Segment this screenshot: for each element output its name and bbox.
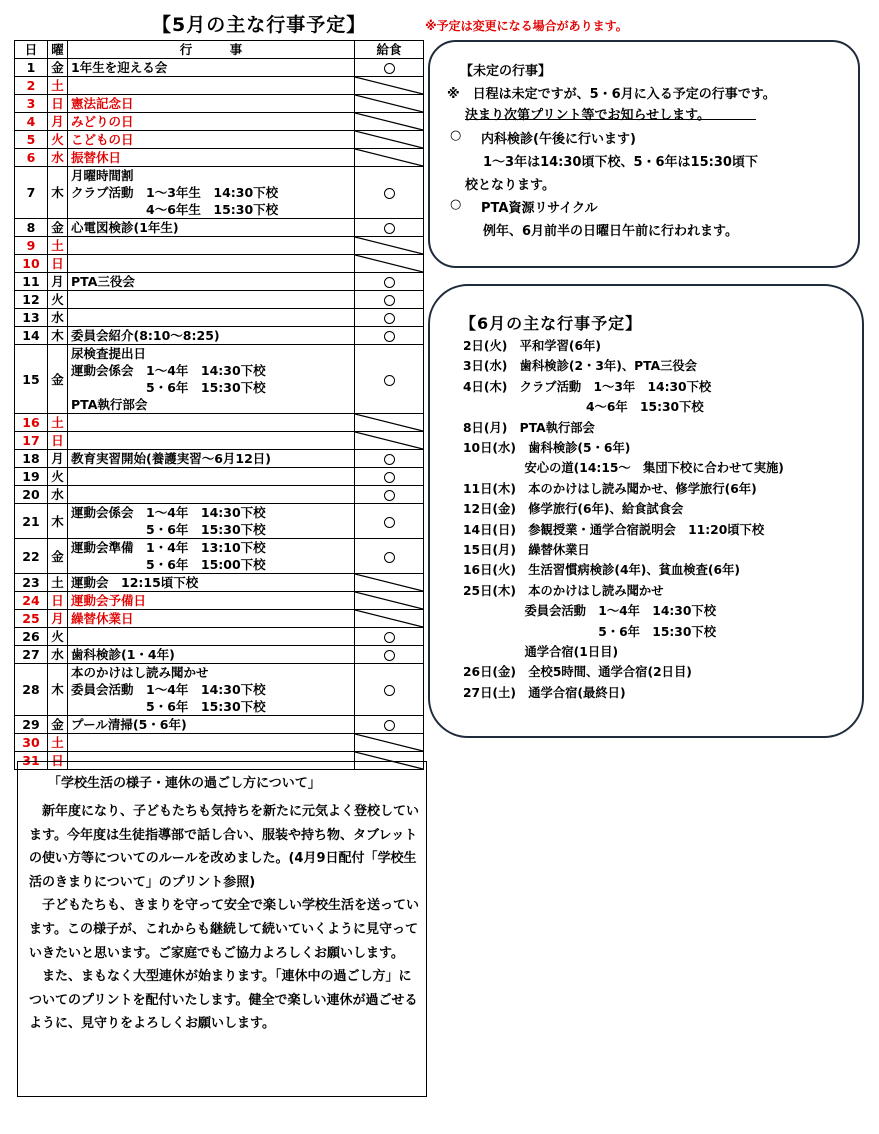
event-cell: [68, 255, 355, 273]
event-line: [71, 255, 354, 272]
event-line: [71, 432, 354, 449]
day-cell: 26: [15, 628, 48, 646]
event-cell: [68, 716, 355, 734]
event-line: 憲法記念日: [71, 96, 134, 111]
no-lunch-slash-icon: [355, 77, 423, 94]
weekday-cell: 金: [48, 345, 68, 414]
day-cell: 25: [15, 610, 48, 628]
event-cell: [68, 504, 355, 539]
lunch-cell: [355, 291, 424, 309]
event-line: 運動会準備 1・4年 13:10下校: [71, 540, 266, 555]
lunch-cell: [355, 734, 424, 752]
june-event-line: 10日(水) 歯科検診(5・6年): [463, 441, 631, 455]
day-cell: 18: [15, 450, 48, 468]
recycle-detail: 例年、6月前半の日曜日午前に行われます。: [483, 224, 739, 239]
june-event-line: 2日(火) 平和学習(6年): [463, 339, 601, 353]
event-line: [71, 309, 354, 326]
lunch-circle-icon: [384, 277, 395, 288]
june-event-line: 5・6年 15:30下校: [463, 624, 717, 639]
undecided-note: ※ 日程は未定ですが、5・6月に入る予定の行事です。: [447, 87, 776, 102]
lunch-cell: [355, 628, 424, 646]
table-row: [15, 309, 424, 327]
event-line: プール清掃(5・6年): [71, 717, 187, 732]
weekday-cell: 日: [48, 95, 68, 113]
june-event-line: 3日(水) 歯科検診(2・3年)、PTA三役会: [463, 359, 697, 374]
event-line: 心電図検診(1年生): [71, 220, 179, 235]
event-line: [71, 77, 354, 94]
table-row: [15, 59, 424, 77]
lunch-cell: [355, 610, 424, 628]
event-cell: [68, 664, 355, 716]
june-event-line: 12日(金) 修学旅行(6年)、給食試食会: [463, 502, 684, 517]
event-line: 運動会係会 1～4年 14:30下校: [71, 363, 266, 378]
june-event-line: 通学合宿(1日目): [463, 645, 619, 659]
paragraph: 子どもたちも、きまりを守って安全で楽しい学校生活を送っています。この様子が、これからも継続して続いていくように見守っていきたいと思います。ご家庭でもご協力よろしくお願いします。: [29, 898, 420, 961]
table-row: [15, 734, 424, 752]
table-row: [15, 273, 424, 291]
june-heading: 【6月の主な行事予定】: [460, 314, 643, 333]
weekday-cell: 土: [48, 574, 68, 592]
day-cell: 28: [15, 664, 48, 716]
weekday-cell: 火: [48, 468, 68, 486]
event-line: 委員会紹介(8:10～8:25): [71, 328, 220, 343]
event-cell: [68, 291, 355, 309]
table-row: [15, 149, 424, 167]
weekday-cell: 土: [48, 77, 68, 95]
lunch-cell: [355, 345, 424, 414]
lunch-cell: [355, 327, 424, 345]
lunch-cell: [355, 592, 424, 610]
event-line: PTA執行部会: [71, 397, 148, 412]
lunch-circle-icon: [384, 188, 395, 199]
may-schedule-table: [14, 40, 424, 770]
lunch-cell: [355, 77, 424, 95]
event-cell: [68, 486, 355, 504]
lunch-circle-icon: [384, 650, 395, 661]
weekday-cell: 月: [48, 450, 68, 468]
event-cell: [68, 59, 355, 77]
event-line: [71, 237, 354, 254]
june-event-line: 4～6年 15:30下校: [463, 400, 704, 415]
lunch-circle-icon: [384, 472, 395, 483]
no-lunch-slash-icon: [355, 95, 423, 112]
event-cell: [68, 734, 355, 752]
lunch-cell: [355, 237, 424, 255]
table-row: [15, 450, 424, 468]
event-line: こどもの日: [71, 132, 134, 147]
event-line: 月曜時間割: [71, 168, 134, 183]
day-cell: 4: [15, 113, 48, 131]
event-cell: [68, 113, 355, 131]
table-row: [15, 574, 424, 592]
event-line: みどりの日: [71, 114, 134, 129]
lunch-cell: [355, 646, 424, 664]
june-event-line: 4日(木) クラブ活動 1～3年 14:30下校: [463, 379, 712, 394]
weekday-cell: 日: [48, 752, 68, 770]
checkup-detail: 1～3年は14:30頃下校、5・6年は15:30頃下: [483, 155, 758, 170]
weekday-cell: 水: [48, 646, 68, 664]
lunch-circle-icon: [384, 331, 395, 342]
weekday-cell: 月: [48, 273, 68, 291]
event-line: 5・6年 15:30下校: [71, 699, 266, 714]
lunch-cell: [355, 574, 424, 592]
table-row: [15, 219, 424, 237]
table-row: [15, 255, 424, 273]
event-line: 教育実習開始(養護実習～6月12日): [71, 451, 272, 466]
event-cell: [68, 219, 355, 237]
event-line: [71, 628, 354, 645]
day-cell: 2: [15, 77, 48, 95]
event-cell: [68, 273, 355, 291]
event-line: 振替休日: [71, 150, 122, 165]
lunch-cell: [355, 59, 424, 77]
day-cell: 10: [15, 255, 48, 273]
event-line: 歯科検診(1・4年): [71, 647, 175, 662]
event-line: 委員会活動 1～4年 14:30下校: [71, 682, 266, 697]
table-row: [15, 77, 424, 95]
day-cell: 17: [15, 432, 48, 450]
header-event: 行 事: [68, 41, 355, 59]
bullet-icon: ○: [450, 197, 462, 212]
day-cell: 24: [15, 592, 48, 610]
june-event-line: 14日(日) 参観授業・通学合宿説明会 11:20頃下校: [463, 522, 765, 537]
event-line: 4～6年生 15:30下校: [71, 202, 279, 217]
event-cell: [68, 592, 355, 610]
weekday-cell: 金: [48, 716, 68, 734]
lunch-cell: [355, 113, 424, 131]
schedule-rows: [15, 59, 424, 770]
table-row: [15, 113, 424, 131]
event-cell: [68, 149, 355, 167]
lunch-cell: [355, 309, 424, 327]
weekday-cell: 月: [48, 113, 68, 131]
no-lunch-slash-icon: [355, 734, 423, 751]
lunch-circle-icon: [384, 517, 395, 528]
event-line: 運動会予備日: [71, 593, 147, 608]
no-lunch-slash-icon: [355, 149, 423, 166]
event-cell: [68, 167, 355, 219]
lunch-cell: [355, 716, 424, 734]
day-cell: 7: [15, 167, 48, 219]
event-cell: [68, 77, 355, 95]
event-line: 5・6年 15:00下校: [71, 557, 266, 572]
no-lunch-slash-icon: [355, 592, 423, 609]
table-row: [15, 716, 424, 734]
lunch-circle-icon: [384, 720, 395, 731]
no-lunch-slash-icon: [355, 131, 423, 148]
lunch-circle-icon: [384, 295, 395, 306]
day-cell: 12: [15, 291, 48, 309]
table-row: [15, 327, 424, 345]
table-row: [15, 468, 424, 486]
day-cell: 27: [15, 646, 48, 664]
day-cell: 13: [15, 309, 48, 327]
table-row: [15, 237, 424, 255]
weekday-cell: 月: [48, 610, 68, 628]
event-line: [71, 291, 354, 308]
event-cell: [68, 345, 355, 414]
no-lunch-slash-icon: [355, 432, 423, 449]
day-cell: 30: [15, 734, 48, 752]
lunch-cell: [355, 219, 424, 237]
june-event-line: 25日(木) 本のかけはし読み聞かせ: [463, 583, 664, 598]
school-life-body: [29, 800, 421, 1036]
table-row: [15, 610, 424, 628]
lunch-cell: [355, 432, 424, 450]
lunch-circle-icon: [384, 223, 395, 234]
event-line: PTA三役会: [71, 274, 135, 289]
event-cell: [68, 450, 355, 468]
weekday-cell: 金: [48, 219, 68, 237]
table-row: [15, 414, 424, 432]
event-cell: [68, 432, 355, 450]
lunch-cell: [355, 486, 424, 504]
no-lunch-slash-icon: [355, 237, 423, 254]
header-lunch: 給食: [355, 41, 424, 59]
bullet-icon: ○: [450, 128, 462, 143]
weekday-cell: 水: [48, 149, 68, 167]
june-event-line: 8日(月) PTA執行部会: [463, 420, 595, 435]
table-row: [15, 539, 424, 574]
table-row: [15, 592, 424, 610]
no-lunch-slash-icon: [355, 574, 423, 591]
event-cell: [68, 646, 355, 664]
day-cell: 22: [15, 539, 48, 574]
day-cell: 14: [15, 327, 48, 345]
event-cell: [68, 574, 355, 592]
paragraph: また、まもなく大型連休が始まります。「連休中の過ごし方」についてのプリントを配付いたします。健全で楽しい連休が過ごせるように、見守りをよろしくお願いします。: [29, 969, 418, 1032]
lunch-circle-icon: [384, 685, 395, 696]
day-cell: 20: [15, 486, 48, 504]
lunch-cell: [355, 131, 424, 149]
weekday-cell: 土: [48, 414, 68, 432]
day-cell: 9: [15, 237, 48, 255]
lunch-circle-icon: [384, 490, 395, 501]
table-row: [15, 664, 424, 716]
event-line: 運動会 12:15頃下校: [71, 575, 199, 590]
lunch-cell: [355, 664, 424, 716]
checkup-detail-2: 校となります。: [465, 178, 555, 193]
weekday-cell: 日: [48, 592, 68, 610]
no-lunch-slash-icon: [355, 255, 423, 272]
event-cell: [68, 237, 355, 255]
no-lunch-slash-icon: [355, 610, 423, 627]
event-line: [71, 734, 354, 751]
lunch-circle-icon: [384, 313, 395, 324]
event-line: [71, 486, 354, 503]
event-line: 1年生を迎える会: [71, 60, 168, 75]
day-cell: 5: [15, 131, 48, 149]
day-cell: 15: [15, 345, 48, 414]
day-cell: 29: [15, 716, 48, 734]
event-line: クラブ活動 1～3年生 14:30下校: [71, 185, 279, 200]
event-line: 5・6年 15:30下校: [71, 380, 266, 395]
event-line: 本のかけはし読み聞かせ: [71, 665, 209, 680]
event-cell: [68, 131, 355, 149]
lunch-cell: [355, 504, 424, 539]
table-row: [15, 131, 424, 149]
day-cell: 11: [15, 273, 48, 291]
lunch-cell: [355, 167, 424, 219]
event-line: 5・6年 15:30下校: [71, 522, 266, 537]
lunch-circle-icon: [384, 454, 395, 465]
day-cell: 6: [15, 149, 48, 167]
weekday-cell: 土: [48, 734, 68, 752]
no-lunch-slash-icon: [355, 113, 423, 130]
paragraph: 新年度になり、子どもたちも気持ちを新たに元気よく登校しています。今年度は生徒指導部で話し合い、服装や持ち物、タブレットの使い方等についてのルールを改めました。(4月9日配付「学校生活のきまりについて」のプリント参照): [29, 804, 420, 890]
lunch-cell: [355, 414, 424, 432]
event-cell: [68, 309, 355, 327]
weekday-cell: 水: [48, 309, 68, 327]
lunch-cell: [355, 149, 424, 167]
lunch-cell: [355, 95, 424, 113]
lunch-cell: [355, 255, 424, 273]
event-cell: [68, 610, 355, 628]
weekday-cell: 土: [48, 237, 68, 255]
event-cell: [68, 468, 355, 486]
table-row: [15, 432, 424, 450]
event-line: 繰替休業日: [71, 611, 134, 626]
lunch-cell: [355, 450, 424, 468]
underline: [465, 119, 756, 120]
june-event-line: 15日(月) 繰替休業日: [463, 543, 590, 557]
change-notice: ※予定は変更になる場合があります。: [425, 19, 628, 33]
day-cell: 31: [15, 752, 48, 770]
june-event-line: 安心の道(14:15～ 集団下校に合わせて実施): [463, 461, 784, 476]
day-cell: 1: [15, 59, 48, 77]
table-row: [15, 167, 424, 219]
recycle-item: PTA資源リサイクル: [481, 201, 598, 216]
event-line: [71, 414, 354, 431]
day-cell: 16: [15, 414, 48, 432]
june-event-line: 16日(火) 生活習慣病検診(4年)、貧血検査(6年): [463, 563, 740, 578]
day-cell: 23: [15, 574, 48, 592]
lunch-cell: [355, 539, 424, 574]
school-life-heading: 「学校生活の様子・連休の過ごし方について」: [48, 776, 321, 791]
weekday-cell: 木: [48, 167, 68, 219]
day-cell: 19: [15, 468, 48, 486]
no-lunch-slash-icon: [355, 414, 423, 431]
event-cell: [68, 539, 355, 574]
weekday-cell: 木: [48, 327, 68, 345]
school-life-box: [17, 761, 427, 1097]
checkup-item: 内科検診(午後に行います): [481, 132, 636, 147]
table-row: [15, 504, 424, 539]
table-row: [15, 95, 424, 113]
june-event-line: 26日(金) 全校5時間、通学合宿(2日目): [463, 665, 692, 680]
lunch-circle-icon: [384, 63, 395, 74]
weekday-cell: 火: [48, 628, 68, 646]
lunch-circle-icon: [384, 632, 395, 643]
day-cell: 8: [15, 219, 48, 237]
weekday-cell: 金: [48, 59, 68, 77]
june-event-line: 11日(木) 本のかけはし読み聞かせ、修学旅行(6年): [463, 481, 757, 496]
day-cell: 3: [15, 95, 48, 113]
event-cell: [68, 327, 355, 345]
table-row: [15, 628, 424, 646]
weekday-cell: 日: [48, 255, 68, 273]
event-line: 尿検査提出日: [71, 346, 147, 361]
weekday-cell: 木: [48, 504, 68, 539]
weekday-cell: 水: [48, 486, 68, 504]
event-cell: [68, 95, 355, 113]
weekday-cell: 火: [48, 291, 68, 309]
event-line: 運動会係会 1～4年 14:30下校: [71, 505, 266, 520]
lunch-circle-icon: [384, 375, 395, 386]
table-row: [15, 291, 424, 309]
may-schedule-title: 【5月の主な行事予定】: [152, 14, 367, 36]
table-row: [15, 486, 424, 504]
header-weekday: 曜: [48, 41, 68, 59]
day-cell: 21: [15, 504, 48, 539]
weekday-cell: 日: [48, 432, 68, 450]
event-line: [71, 468, 354, 485]
weekday-cell: 木: [48, 664, 68, 716]
june-event-line: 委員会活動 1～4年 14:30下校: [463, 604, 717, 619]
lunch-cell: [355, 273, 424, 291]
lunch-cell: [355, 468, 424, 486]
june-event-line: 27日(土) 通学合宿(最終日): [463, 685, 626, 700]
weekday-cell: 火: [48, 131, 68, 149]
table-row: [15, 345, 424, 414]
header-day: 日: [15, 41, 48, 59]
weekday-cell: 金: [48, 539, 68, 574]
table-row: [15, 646, 424, 664]
lunch-circle-icon: [384, 552, 395, 563]
table-header-row: [15, 41, 424, 59]
undecided-heading: 【未定の行事】: [460, 64, 552, 79]
undecided-note-2: 決まり次第プリント等でお知らせします。: [465, 108, 711, 123]
event-cell: [68, 628, 355, 646]
event-cell: [68, 414, 355, 432]
